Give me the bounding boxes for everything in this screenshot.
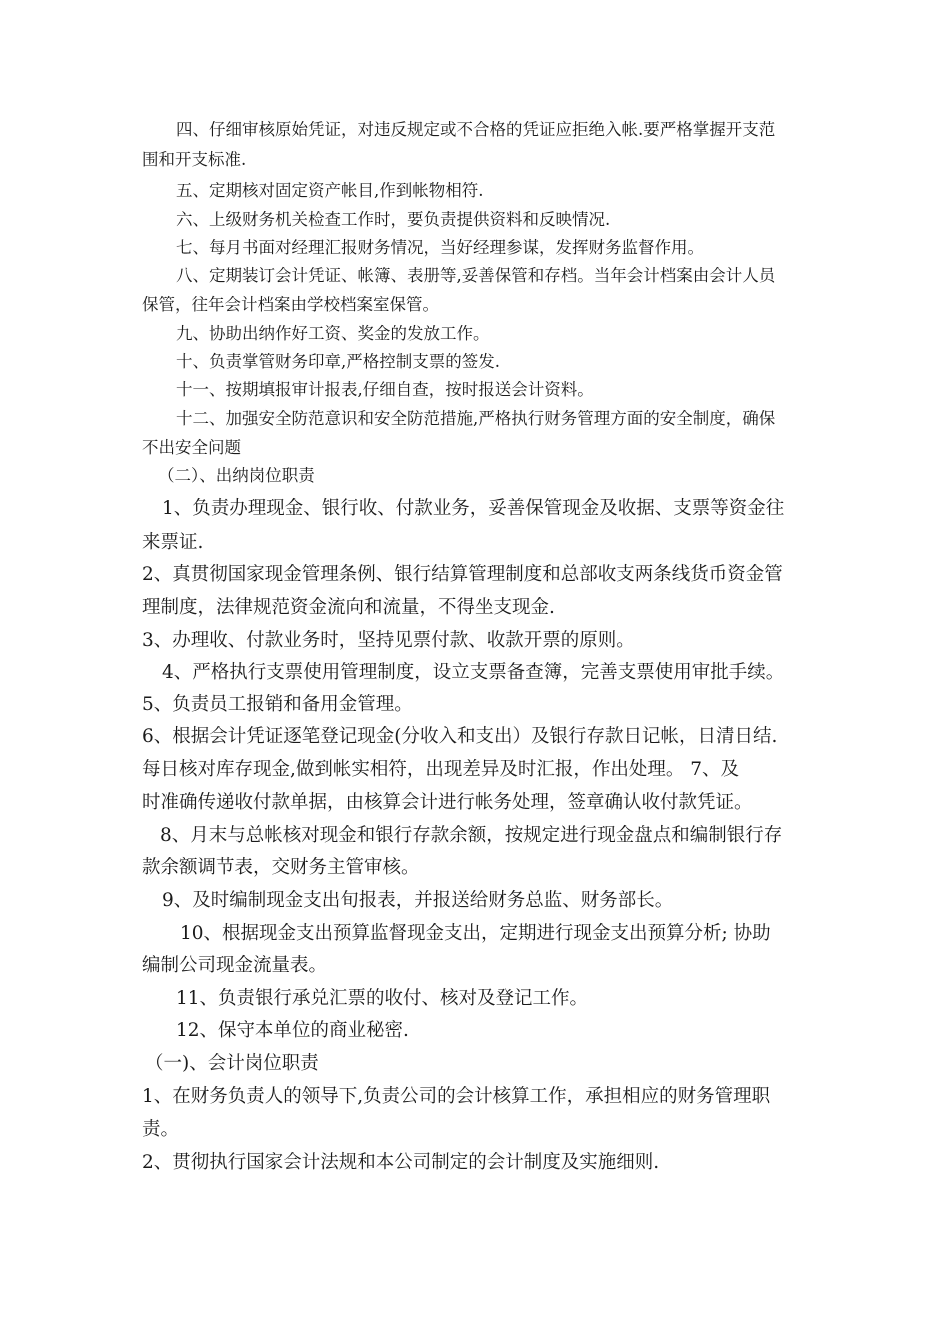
- text-line: 七、每月书面对经理汇报财务情况，当好经理参谋，发挥财务监督作用。: [176, 238, 704, 257]
- text-line: 八、定期装订会计凭证、帐簿、表册等,妥善保管和存档。当年会计档案由会计人员: [176, 266, 776, 285]
- text-line: 4、严格执行支票使用管理制度，设立支票备查簿，完善支票使用审批手续。: [162, 662, 785, 683]
- text-line: 六、上级财务机关检查工作时，要负责提供资料和反映情况.: [176, 210, 611, 229]
- text-line: 十、负责掌管财务印章,严格控制支票的签发.: [176, 352, 500, 371]
- text-line: 来票证.: [142, 532, 204, 553]
- text-line: 6、根据会计凭证逐笔登记现金(分收入和支出）及银行存款日记帐，日清日结.: [142, 726, 778, 747]
- section-heading: （一)、会计岗位职责: [145, 1053, 319, 1074]
- text-line: 2、真贯彻国家现金管理条例、银行结算管理制度和总部收支两条线货币资金管: [142, 564, 783, 585]
- text-line: 1、负责办理现金、银行收、付款业务，妥善保管现金及收据、支票等资金往: [162, 498, 785, 519]
- text-line: 10、根据现金支出预算监督现金支出，定期进行现金支出预算分析; 协助: [180, 923, 771, 944]
- text-line: 保管，往年会计档案由学校档案室保管。: [142, 295, 439, 314]
- text-line: 围和开支标准.: [142, 150, 247, 169]
- text-line: 理制度，法律规范资金流向和流量，不得坐支现金.: [142, 597, 555, 618]
- text-line: 款余额调节表，交财务主管审核。: [142, 857, 420, 878]
- text-line: 五、定期核对固定资产帐目,作到帐物相符.: [176, 181, 484, 200]
- text-line: 不出安全问题: [142, 438, 241, 457]
- text-line: 每日核对库存现金,做到帐实相符，出现差异及时汇报，作出处理。 7、及: [142, 759, 740, 780]
- section-heading: （二）、出纳岗位职责: [158, 466, 315, 485]
- text-line: 四、仔细审核原始凭证，对违反规定或不合格的凭证应拒绝入帐.要严格掌握开支范: [176, 120, 776, 139]
- text-line: 2、贯彻执行国家会计法规和本公司制定的会计制度及实施细则.: [142, 1152, 660, 1173]
- text-line: 编制公司现金流量表。: [142, 955, 328, 976]
- text-line: 11、负责银行承兑汇票的收付、核对及登记工作。: [176, 988, 589, 1009]
- text-line: 九、协助出纳作好工资、奖金的发放工作。: [176, 324, 490, 343]
- text-line: 3、办理收、付款业务时，坚持见票付款、收款开票的原则。: [142, 630, 635, 651]
- text-line: 1、在财务负责人的领导下,负责公司的会计核算工作，承担相应的财务管理职: [142, 1086, 771, 1107]
- text-line: 5、负责员工报销和备用金管理。: [142, 694, 413, 715]
- text-line: 十二、加强安全防范意识和安全防范措施,严格执行财务管理方面的安全制度，确保: [176, 409, 776, 428]
- text-line: 十一、按期填报审计报表,仔细自查，按时报送会计资料。: [176, 380, 594, 399]
- text-line: 12、保守本单位的商业秘密.: [176, 1020, 409, 1041]
- text-line: 9、及时编制现金支出旬报表，并报送给财务总监、财务部长。: [162, 890, 674, 911]
- text-line: 8、月末与总帐核对现金和银行存款余额，按规定进行现金盘点和编制银行存: [160, 825, 783, 846]
- text-line: 时准确传递收付款单据，由核算会计进行帐务处理，签章确认收付款凭证。: [142, 792, 753, 813]
- text-line: 责。: [142, 1119, 180, 1140]
